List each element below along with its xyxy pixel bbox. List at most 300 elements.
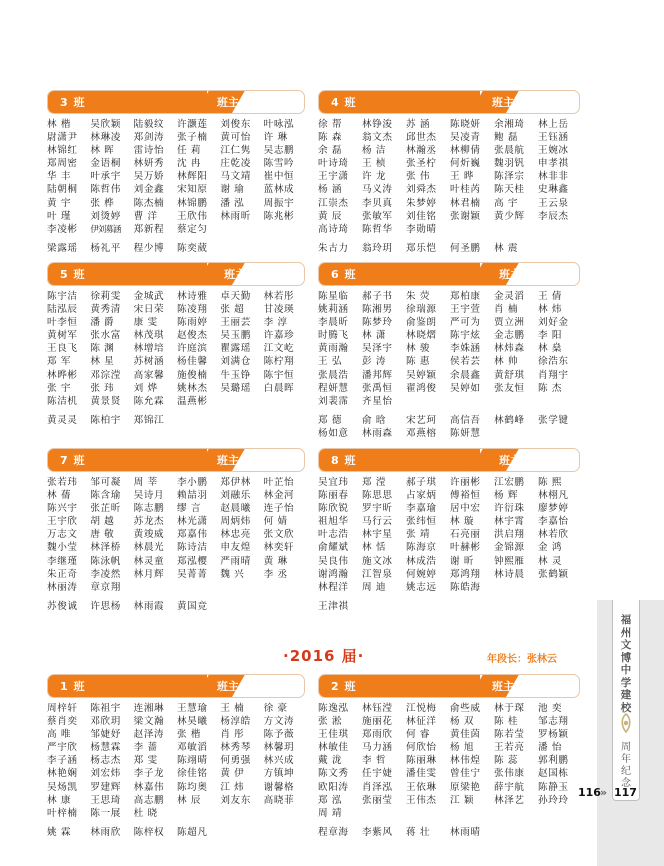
student-name: 李子涵 bbox=[47, 755, 78, 767]
student-name: 刘 烨 bbox=[133, 382, 158, 394]
student-name: 林雨欣 bbox=[90, 826, 121, 838]
student-name: 何婉婷 bbox=[406, 568, 437, 580]
student-name: 林非非 bbox=[538, 171, 569, 183]
student-name: 陈雨婷 bbox=[176, 317, 208, 329]
class-label: 5 班 bbox=[60, 268, 86, 281]
student-name: 陈 蕊 bbox=[494, 755, 519, 767]
student-name: 瞿露瑶 bbox=[220, 343, 251, 355]
student-name: 徐 豪 bbox=[263, 703, 288, 714]
student-name: 邹婕妤 bbox=[90, 729, 121, 741]
student-name: 张若玮 bbox=[47, 477, 78, 488]
student-name: 居中宏 bbox=[450, 503, 481, 515]
student-name: 陈 熙 bbox=[538, 477, 563, 488]
student-name: 黄 宇 bbox=[47, 197, 72, 209]
student-name: 林灵童 bbox=[133, 555, 165, 567]
student-name: 陆毅纹 bbox=[133, 119, 165, 130]
student-name: 王欣伟 bbox=[176, 210, 208, 222]
student-name: 陈宇炫 bbox=[450, 330, 481, 342]
student-name: 周 莘 bbox=[133, 477, 158, 488]
student-name: 郝子书 bbox=[362, 291, 393, 302]
year-title: ·2016 届· bbox=[283, 647, 365, 665]
student-name: 张 楷 bbox=[176, 729, 202, 741]
student-name: 李凌彬 bbox=[47, 223, 78, 235]
student-name: 叶承宇 bbox=[90, 171, 121, 183]
student-name: 徐莉雯 bbox=[90, 291, 121, 302]
student-name: 黄国竞 bbox=[176, 600, 208, 612]
student-name: 高家馨 bbox=[133, 369, 165, 381]
class-3-block bbox=[47, 90, 305, 255]
student-name: 张圣柠 bbox=[406, 158, 437, 170]
student-name: 张晨浩 bbox=[318, 369, 349, 381]
student-name: 江崇杰 bbox=[318, 197, 349, 209]
student-name: 姚志远 bbox=[406, 581, 437, 593]
student-name: 肖泽泓 bbox=[362, 781, 393, 793]
student-name: 陈宇洁 bbox=[47, 291, 78, 302]
page-number-right: 117 bbox=[614, 786, 637, 799]
student-name: 罗宇昕 bbox=[362, 503, 393, 515]
student-name: 林钰滢 bbox=[362, 703, 393, 714]
student-name: 李 蔷 bbox=[133, 742, 158, 754]
head-teacher: 班主任：黄 鑫 bbox=[499, 454, 569, 467]
student-name: 李 丞 bbox=[263, 568, 288, 580]
student-name: 连湘琳 bbox=[133, 703, 165, 714]
student-name: 李辰杰 bbox=[538, 210, 569, 222]
student-name: 陈妍慧 bbox=[450, 427, 481, 439]
student-list-extra bbox=[47, 600, 305, 613]
student-name: 李贝真 bbox=[362, 197, 393, 209]
student-name: 王若亮 bbox=[494, 742, 525, 754]
student-name: 潘 爵 bbox=[90, 317, 115, 329]
student-name: 王云泉 bbox=[538, 197, 569, 209]
student-name: 许 琳 bbox=[263, 132, 288, 144]
student-name: 李嘉怡 bbox=[538, 516, 569, 528]
student-name: 邹可凝 bbox=[90, 477, 121, 488]
student-name: 王 晔 bbox=[450, 171, 475, 183]
student-name: 陈 惠 bbox=[406, 356, 431, 368]
student-name: 徐 帮 bbox=[318, 119, 343, 130]
student-name: 林瀚丞 bbox=[406, 145, 437, 157]
student-name: 叶志浩 bbox=[318, 529, 349, 541]
student-name: 王依琳 bbox=[406, 781, 437, 793]
student-name: 刘俊东 bbox=[220, 119, 251, 130]
student-name: 蒋 壮 bbox=[406, 826, 431, 838]
student-name: 林成浩 bbox=[406, 555, 437, 567]
student-name: 陈兆彬 bbox=[263, 210, 295, 222]
class-header bbox=[47, 674, 305, 698]
student-name: 许思杨 bbox=[90, 600, 121, 612]
student-name: 梁文瀚 bbox=[133, 716, 165, 728]
student-name: 俞鉴朗 bbox=[406, 317, 437, 329]
student-name: 刘好金 bbox=[538, 317, 569, 329]
student-name: 高 唯 bbox=[47, 729, 72, 741]
student-name: 吴泽宇 bbox=[362, 343, 393, 355]
student-name: 金语桐 bbox=[90, 158, 121, 170]
student-name: 陈 杰 bbox=[538, 382, 563, 394]
student-name: 雷诗怡 bbox=[133, 145, 165, 157]
student-name: 陈翊晴 bbox=[176, 755, 208, 767]
student-name: 江悦梅 bbox=[406, 703, 437, 714]
class-label: 1 班 bbox=[60, 680, 86, 693]
student-name: 庄乾凌 bbox=[220, 158, 251, 170]
student-name: 陈欣锐 bbox=[318, 503, 349, 515]
student-name: 李 阳 bbox=[538, 330, 563, 342]
student-name: 朱 荧 bbox=[406, 291, 431, 302]
student-name: 余 磊 bbox=[318, 145, 343, 157]
student-name: 陈含瑜 bbox=[90, 490, 121, 502]
student-name: 张 伟 bbox=[406, 171, 431, 183]
student-name: 林 星 bbox=[90, 356, 115, 368]
student-name: 赵晨曦 bbox=[220, 503, 251, 515]
student-name: 叶 瑾 bbox=[47, 210, 72, 222]
student-name: 林秀琴 bbox=[220, 742, 251, 754]
class-7-block bbox=[47, 448, 305, 613]
student-name: 林雨霞 bbox=[133, 600, 165, 612]
anniversary-subtitle: 周年纪念 bbox=[621, 742, 631, 789]
student-name: 林于琛 bbox=[494, 703, 525, 714]
student-name: 张 玮 bbox=[90, 382, 115, 394]
student-list bbox=[47, 702, 305, 820]
student-name: 陈凌翔 bbox=[176, 304, 208, 316]
student-name: 陈兴宇 bbox=[47, 503, 78, 515]
student-name: 何圣鹏 bbox=[450, 242, 481, 254]
head-teacher: 班主任：陈 燕 bbox=[499, 268, 569, 281]
page-number-left: 116 bbox=[578, 786, 601, 799]
student-name: 施丽花 bbox=[362, 716, 393, 728]
student-name: 朱梦婷 bbox=[406, 197, 437, 209]
student-name: 吴炀凯 bbox=[47, 781, 78, 793]
student-name: 金灵滔 bbox=[494, 291, 525, 302]
student-name: 蓝林成 bbox=[263, 184, 295, 196]
student-name: 方文涛 bbox=[263, 716, 295, 728]
student-name: 杨淳皓 bbox=[220, 716, 251, 728]
student-name: 苏 涵 bbox=[406, 119, 431, 130]
student-name: 赖喆羽 bbox=[176, 490, 208, 502]
class-header bbox=[318, 674, 580, 698]
student-name: 王慧瑜 bbox=[176, 703, 208, 714]
student-name: 吴诗月 bbox=[133, 490, 165, 502]
student-name: 张纬恒 bbox=[406, 516, 437, 528]
student-name: 黄 琳 bbox=[263, 555, 288, 567]
student-name: 郑 泓 bbox=[318, 794, 343, 806]
page-separator: » bbox=[600, 786, 608, 799]
student-name: 潘 怡 bbox=[538, 742, 563, 754]
student-name: 金 鸿 bbox=[538, 542, 563, 554]
student-name: 张鹤颖 bbox=[538, 568, 569, 580]
student-name: 林雨昕 bbox=[220, 210, 251, 222]
student-name: 魏小莹 bbox=[47, 542, 78, 554]
student-name: 王婉冰 bbox=[538, 145, 569, 157]
student-name: 肖翔宇 bbox=[538, 369, 569, 381]
class-header bbox=[47, 90, 305, 114]
student-name: 黄景贤 bbox=[90, 395, 121, 407]
student-name: 占家炳 bbox=[406, 490, 437, 502]
student-name: 张晨航 bbox=[494, 145, 525, 157]
student-name: 陈泳帆 bbox=[90, 555, 121, 567]
student-name: 林若欣 bbox=[538, 529, 569, 541]
student-list-extra bbox=[47, 242, 305, 255]
student-name: 何勇强 bbox=[220, 755, 251, 767]
student-name: 陈思思 bbox=[362, 490, 393, 502]
student-name: 谢鸿瀚 bbox=[318, 568, 349, 580]
student-name: 施文冰 bbox=[362, 555, 393, 567]
student-name: 郑新程 bbox=[133, 223, 165, 235]
student-name: 李 哲 bbox=[362, 755, 387, 767]
student-name: 林泽桥 bbox=[90, 542, 121, 554]
student-name: 杨如意 bbox=[318, 427, 349, 439]
student-name: 林 蒨 bbox=[47, 490, 72, 502]
student-name: 林宇霄 bbox=[494, 516, 525, 528]
student-name: 宋知原 bbox=[176, 184, 208, 196]
student-name: 杜 晓 bbox=[133, 807, 158, 819]
student-name: 王宇欣 bbox=[47, 516, 78, 528]
student-name: 陈一展 bbox=[90, 807, 121, 819]
student-name: 洪启翔 bbox=[494, 529, 525, 541]
student-name: 金志鹏 bbox=[494, 330, 525, 342]
student-name: 周振宇 bbox=[263, 197, 295, 209]
class-header bbox=[318, 448, 580, 472]
student-name: 郝子琪 bbox=[406, 477, 437, 488]
student-name: 林雨晴 bbox=[450, 826, 481, 838]
student-name: 江智泉 bbox=[362, 568, 393, 580]
student-name: 郑 滢 bbox=[362, 477, 387, 488]
student-name: 王 楠 bbox=[220, 703, 245, 714]
student-name: 赵国栋 bbox=[538, 768, 569, 780]
student-name: 林若彤 bbox=[263, 291, 295, 302]
student-name: 高晓菲 bbox=[263, 794, 295, 806]
student-name: 赵泽涛 bbox=[133, 729, 165, 741]
student-name: 温燕彬 bbox=[176, 395, 208, 407]
student-name: 林茂琪 bbox=[133, 330, 165, 342]
student-name: 林辉阳 bbox=[176, 171, 208, 183]
student-name: 廖梦婷 bbox=[538, 503, 569, 515]
student-name: 林丽涛 bbox=[47, 581, 78, 593]
student-name: 严雨晴 bbox=[220, 555, 251, 567]
class-header bbox=[318, 90, 580, 114]
school-anniversary-text: 福州文博中学建校 bbox=[620, 614, 632, 714]
student-name: 许丽彬 bbox=[450, 477, 481, 488]
student-name: 林增培 bbox=[133, 343, 165, 355]
student-name: 俞耀斌 bbox=[318, 542, 349, 554]
student-name: 王宇萱 bbox=[450, 304, 481, 316]
student-name: 王津祺 bbox=[318, 600, 349, 612]
head-teacher: 班主任：陈艳君 bbox=[492, 680, 569, 693]
student-name: 连子怡 bbox=[263, 503, 295, 515]
student-name: 陈海京 bbox=[406, 542, 437, 554]
student-name: 侯若芸 bbox=[450, 356, 481, 368]
student-name: 万志文 bbox=[47, 529, 78, 541]
student-name: 时腾飞 bbox=[318, 330, 349, 342]
student-name: 李勋晴 bbox=[406, 223, 437, 235]
student-name: 傅裕恒 bbox=[450, 490, 481, 502]
student-name: 林栩凡 bbox=[538, 490, 569, 502]
student-name: 刘满仓 bbox=[220, 356, 251, 368]
student-name: 张芷昕 bbox=[90, 503, 121, 515]
student-name: 陈超凡 bbox=[176, 826, 208, 838]
student-name: 陈星临 bbox=[318, 291, 349, 302]
student-name: 林柳倩 bbox=[450, 145, 481, 157]
student-name: 林伟煌 bbox=[450, 755, 481, 767]
student-name: 江 炜 bbox=[220, 781, 245, 793]
student-name: 黄秀清 bbox=[90, 304, 121, 316]
student-name: 郑鸿翔 bbox=[450, 568, 481, 580]
student-name: 张 淞 bbox=[318, 716, 343, 728]
student-name: 姚莉涵 bbox=[318, 304, 349, 316]
student-name: 杨礼平 bbox=[90, 242, 121, 254]
student-list-extra bbox=[318, 826, 580, 839]
student-name: 陈梦玲 bbox=[362, 317, 393, 329]
student-name: 石亮丽 bbox=[450, 529, 481, 541]
student-name: 张子楠 bbox=[176, 132, 208, 144]
student-name: 严可为 bbox=[450, 317, 481, 329]
student-name: 王钰涵 bbox=[538, 132, 569, 144]
student-name: 肖 楠 bbox=[494, 304, 519, 316]
student-name: 林君楠 bbox=[450, 197, 481, 209]
student-name: 陈静玉 bbox=[538, 781, 569, 793]
student-list bbox=[47, 476, 305, 594]
student-name: 刘金鑫 bbox=[133, 184, 165, 196]
student-name: 张 靖 bbox=[406, 529, 431, 541]
student-name: 何欣怡 bbox=[406, 742, 437, 754]
student-name: 刘烫婷 bbox=[90, 210, 121, 222]
student-name: 黄少辉 bbox=[494, 210, 525, 222]
student-name: 江宏鹏 bbox=[494, 477, 525, 488]
student-name: 陈 森 bbox=[318, 132, 343, 144]
student-name: 张 宇 bbox=[47, 382, 72, 394]
student-name: 吴婷如 bbox=[450, 382, 481, 394]
student-name: 朱正奇 bbox=[47, 568, 78, 580]
student-name: 齐星怡 bbox=[362, 395, 393, 407]
student-name: 王伟杰 bbox=[406, 794, 437, 806]
student-name: 吴志鹏 bbox=[263, 145, 295, 157]
student-name: 江文屹 bbox=[263, 343, 295, 355]
student-name: 施俊楠 bbox=[176, 369, 208, 381]
student-name: 林艳娴 bbox=[47, 768, 78, 780]
student-name: 周梓轩 bbox=[47, 703, 78, 714]
student-name: 林 晖 bbox=[90, 145, 115, 157]
student-name: 胡 越 bbox=[90, 516, 115, 528]
student-list-extra bbox=[47, 826, 305, 839]
student-name: 程章海 bbox=[318, 826, 349, 838]
student-name: 程少博 bbox=[133, 242, 165, 254]
student-name: 林锦红 bbox=[47, 145, 78, 157]
student-name: 林 燊 bbox=[538, 343, 563, 355]
student-name: 戴 泷 bbox=[318, 755, 343, 767]
student-name: 吴璐瑶 bbox=[220, 382, 251, 394]
student-name: 刘舜杰 bbox=[406, 184, 437, 196]
student-name: 林锦鹏 bbox=[176, 197, 208, 209]
student-name: 林 辰 bbox=[176, 794, 202, 806]
student-name: 杨佳馨 bbox=[176, 356, 208, 368]
student-name: 邹志翔 bbox=[538, 716, 569, 728]
student-name: 叶赫彬 bbox=[450, 542, 481, 554]
student-name: 林诗晨 bbox=[494, 568, 525, 580]
student-name: 张谢颖 bbox=[450, 210, 481, 222]
student-name: 王思琦 bbox=[90, 794, 121, 806]
class-header bbox=[318, 262, 580, 286]
student-name: 何炘巍 bbox=[450, 158, 481, 170]
student-name: 林程洋 bbox=[318, 581, 349, 593]
student-name: 沈 冉 bbox=[176, 158, 202, 170]
student-name: 林晨光 bbox=[133, 542, 165, 554]
student-name: 林雨森 bbox=[362, 427, 393, 439]
student-name: 刘融乐 bbox=[220, 490, 251, 502]
student-name: 谢馨格 bbox=[263, 781, 295, 793]
student-name: 陈哲伟 bbox=[90, 184, 121, 196]
class-5-block bbox=[47, 262, 305, 427]
student-name: 张水富 bbox=[90, 330, 121, 342]
student-name: 金城武 bbox=[133, 291, 165, 302]
student-list-extra bbox=[318, 242, 580, 255]
student-name: 叶桂芮 bbox=[450, 184, 481, 196]
student-name: 郑 德 bbox=[318, 414, 343, 426]
student-name: 林 康 bbox=[47, 794, 72, 806]
student-name: 马行云 bbox=[362, 516, 393, 528]
student-name: 魏羽钒 bbox=[494, 158, 525, 170]
student-name: 任 莉 bbox=[176, 145, 202, 157]
student-name: 吴凌青 bbox=[450, 132, 481, 144]
student-name: 邓燕榕 bbox=[406, 427, 437, 439]
student-name: 徐佳铭 bbox=[176, 768, 208, 780]
student-name: 黄可怡 bbox=[220, 132, 251, 144]
student-name: 任宇婕 bbox=[362, 768, 393, 780]
class-8-block bbox=[318, 448, 580, 613]
class-label: 7 班 bbox=[60, 454, 86, 467]
class-2016-2-block bbox=[318, 674, 580, 839]
student-name: 李凌然 bbox=[90, 568, 121, 580]
student-name: 叶咏泓 bbox=[263, 119, 295, 130]
student-name: 杨 辉 bbox=[494, 490, 519, 502]
student-name: 许灏莲 bbox=[176, 119, 208, 130]
student-name: 陈志鹏 bbox=[133, 503, 165, 515]
student-name: 高信吾 bbox=[450, 414, 481, 426]
student-name: 陈允霖 bbox=[133, 395, 165, 407]
student-name: 刘裴霈 bbox=[318, 395, 349, 407]
student-name: 林嘉伟 bbox=[133, 781, 165, 793]
student-name: 陈洁机 bbox=[47, 395, 78, 407]
student-list bbox=[318, 290, 580, 408]
student-name: 潘 泓 bbox=[220, 197, 245, 209]
student-name: 林 璇 bbox=[450, 516, 475, 528]
student-name: 叶李恒 bbox=[47, 317, 78, 329]
class-label: 2 班 bbox=[331, 680, 357, 693]
student-name: 黄 伊 bbox=[220, 768, 245, 780]
student-list bbox=[318, 476, 580, 594]
student-name: 张敏军 bbox=[362, 210, 393, 222]
student-name: 陈柏宇 bbox=[90, 414, 121, 426]
student-name: 林铮浚 bbox=[362, 119, 393, 130]
student-name: 曹 洋 bbox=[133, 210, 158, 222]
student-name: 甘凌瑛 bbox=[263, 304, 295, 316]
student-name: 陈湘男 bbox=[362, 304, 393, 316]
student-name: 潘邦辉 bbox=[362, 369, 393, 381]
student-name: 郑剑涛 bbox=[133, 132, 165, 144]
student-name: 林晔彬 bbox=[47, 369, 78, 381]
student-name: 梁露瑶 bbox=[47, 242, 78, 254]
student-name: 魏 兴 bbox=[220, 568, 245, 580]
student-name: 欧阳涛 bbox=[318, 781, 349, 793]
student-name: 林月辉 bbox=[133, 568, 165, 580]
student-name: 郑锦江 bbox=[133, 414, 165, 426]
student-name: 刘友东 bbox=[220, 794, 251, 806]
student-name: 孙玲玲 bbox=[538, 794, 569, 806]
student-name: 王 弘 bbox=[318, 356, 343, 368]
student-name: 邓敏滔 bbox=[176, 742, 208, 754]
student-name: 池 奕 bbox=[538, 703, 563, 714]
student-name: 黄树军 bbox=[47, 330, 78, 342]
student-name: 张 超 bbox=[220, 304, 245, 316]
student-name: 林炜森 bbox=[494, 343, 525, 355]
student-name: 苏龙杰 bbox=[133, 516, 165, 528]
